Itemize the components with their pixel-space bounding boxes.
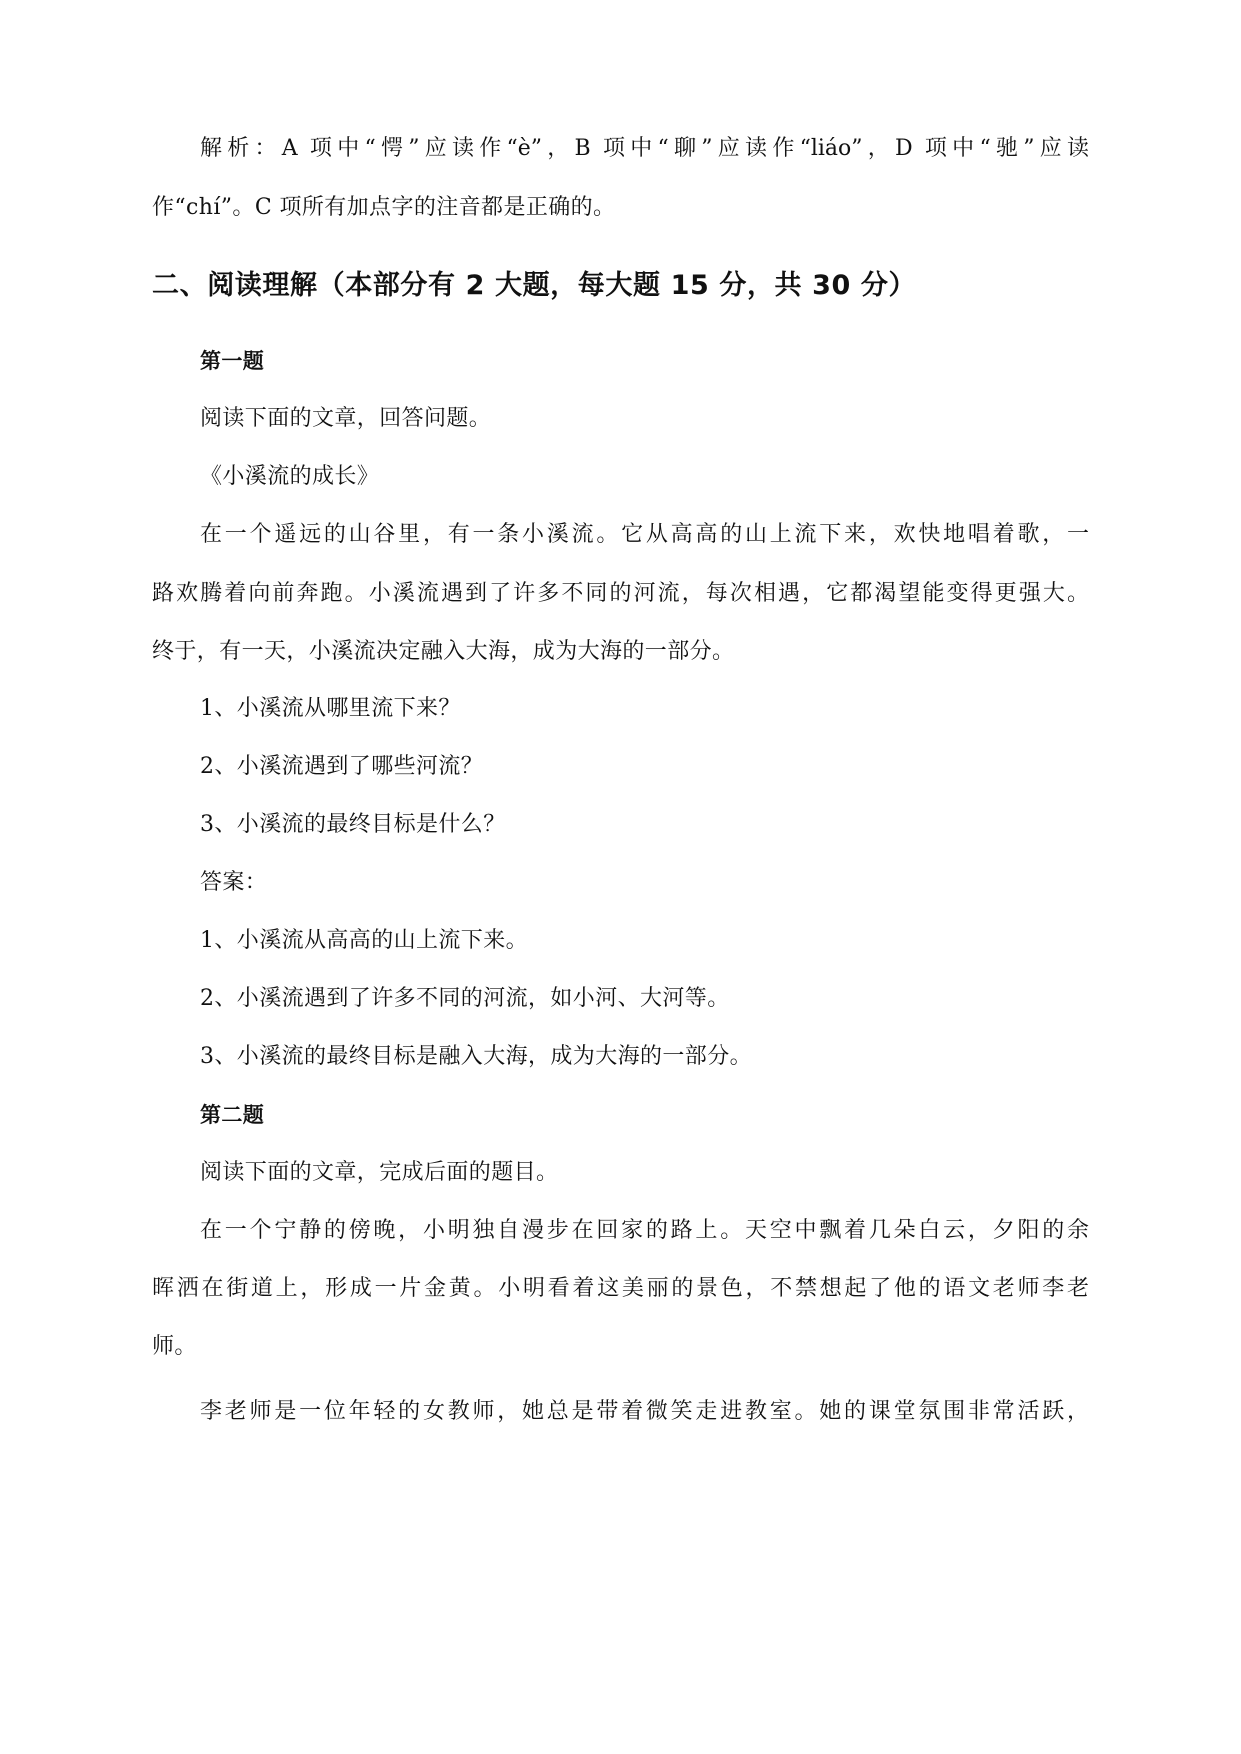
q2-paragraph-2-line-1: 李老师是一位年轻的女教师，她总是带着微笑走进教室。她的课堂氛围非常活跃， <box>200 1399 1089 1424</box>
question-1-item-2: 2、小溪流遇到了哪些河流？ <box>200 754 484 779</box>
question-2-instruction: 阅读下面的文章，完成后面的题目。 <box>200 1160 559 1185</box>
section-heading: 二、阅读理解（本部分有 2 大题，每大题 15 分，共 30 分） <box>152 270 917 301</box>
answer-label: 答案： <box>200 870 268 895</box>
article-title: 《小溪流的成长》 <box>200 464 380 489</box>
answer-1: 1、小溪流从高高的山上流下来。 <box>200 928 528 953</box>
q2-paragraph-1-line-3: 师。 <box>152 1334 197 1359</box>
question-1-title: 第一题 <box>200 349 265 373</box>
analysis-line-1: 解析：A 项中“愕”应读作“è”，B 项中“聊”应读作“liáo”，D 项中“驰”应读 <box>200 136 1089 161</box>
question-1-item-1: 1、小溪流从哪里流下来？ <box>200 696 461 721</box>
analysis-line-2: 作“chí”。C 项所有加点字的注音都是正确的。 <box>152 195 616 220</box>
q2-paragraph-1-line-2: 晖洒在街道上，形成一片金黄。小明看着这美丽的景色，不禁想起了他的语文老师李老 <box>152 1276 1089 1301</box>
answer-3: 3、小溪流的最终目标是融入大海，成为大海的一部分。 <box>200 1044 752 1069</box>
answer-2: 2、小溪流遇到了许多不同的河流，如小河、大河等。 <box>200 986 730 1011</box>
passage-line-3: 终于，有一天，小溪流决定融入大海，成为大海的一部分。 <box>152 639 735 664</box>
q2-paragraph-1-line-1: 在一个宁静的傍晚，小明独自漫步在回家的路上。天空中飘着几朵白云，夕阳的余 <box>200 1218 1089 1243</box>
passage-line-1: 在一个遥远的山谷里，有一条小溪流。它从高高的山上流下来，欢快地唱着歌，一 <box>200 522 1089 547</box>
question-1-instruction: 阅读下面的文章，回答问题。 <box>200 406 492 431</box>
passage-line-2: 路欢腾着向前奔跑。小溪流遇到了许多不同的河流，每次相遇，它都渴望能变得更强大。 <box>152 581 1089 606</box>
question-2-title: 第二题 <box>200 1103 265 1127</box>
question-1-item-3: 3、小溪流的最终目标是什么？ <box>200 812 506 837</box>
